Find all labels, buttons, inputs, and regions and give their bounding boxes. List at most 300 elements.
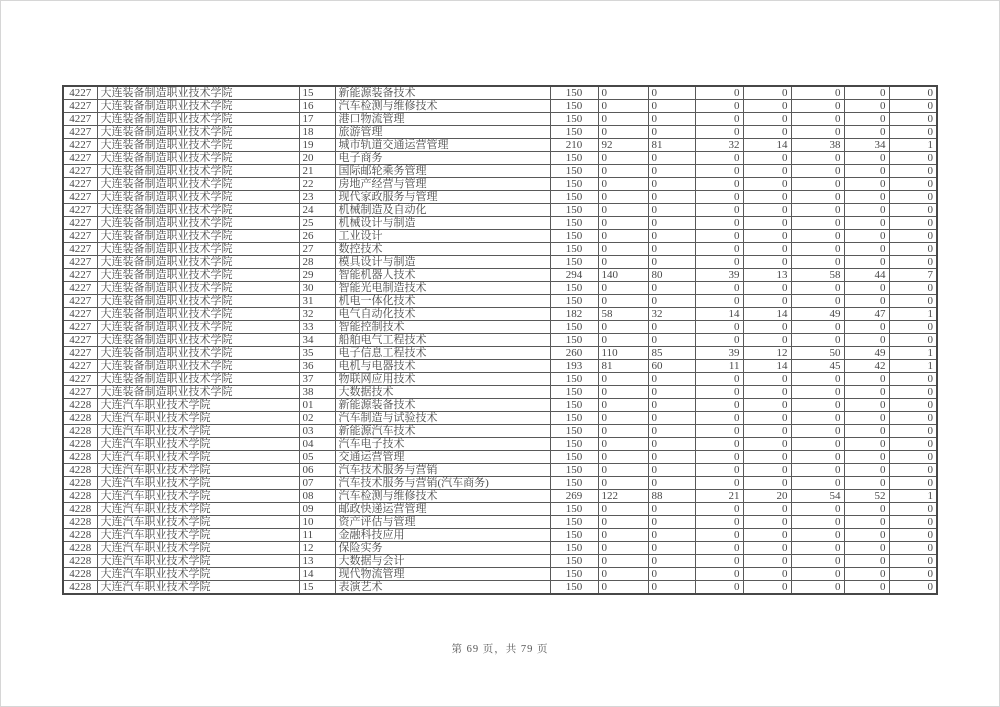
cell-major-name: 机械设计与制造 [335,217,550,230]
table-row [63,490,937,503]
cell-stat-4: 0 [743,464,791,477]
cell-plan-count: 150 [550,230,598,243]
cell-stat-1: 0 [598,256,648,269]
cell-stat-4: 14 [743,139,791,152]
cell-college-name: 大连装备制造职业技术学院 [97,191,299,204]
cell-plan-count: 150 [550,503,598,516]
cell-stat-5: 0 [791,399,844,412]
cell-stat-7: 1 [889,139,937,152]
cell-stat-5: 38 [791,139,844,152]
cell-stat-2: 0 [648,126,695,139]
cell-stat-3: 0 [695,230,743,243]
cell-stat-1: 0 [598,295,648,308]
cell-college-name: 大连汽车职业技术学院 [97,542,299,555]
cell-major-name: 智能控制技术 [335,321,550,334]
cell-plan-count: 150 [550,243,598,256]
cell-plan-count: 150 [550,568,598,581]
cell-stat-6: 0 [844,100,889,113]
cell-stat-1: 0 [598,438,648,451]
cell-college-code: 4227 [63,243,97,256]
cell-major-number: 29 [299,269,335,282]
cell-major-name: 新能源装备技术 [335,86,550,100]
cell-plan-count: 150 [550,126,598,139]
cell-stat-3: 0 [695,243,743,256]
cell-stat-4: 0 [743,542,791,555]
cell-major-name: 智能机器人技术 [335,269,550,282]
cell-stat-5: 0 [791,529,844,542]
cell-college-name: 大连汽车职业技术学院 [97,581,299,595]
cell-stat-2: 0 [648,477,695,490]
cell-stat-7: 0 [889,113,937,126]
cell-stat-2: 0 [648,321,695,334]
table-row [63,529,937,542]
cell-stat-7: 0 [889,334,937,347]
cell-stat-7: 0 [889,464,937,477]
cell-major-name: 汽车电子技术 [335,438,550,451]
table-row [63,152,937,165]
cell-stat-1: 0 [598,542,648,555]
cell-stat-7: 0 [889,321,937,334]
cell-college-code: 4227 [63,100,97,113]
cell-major-name: 邮政快递运营管理 [335,503,550,516]
cell-stat-5: 0 [791,217,844,230]
cell-stat-3: 0 [695,321,743,334]
cell-college-name: 大连装备制造职业技术学院 [97,373,299,386]
cell-stat-6: 0 [844,165,889,178]
cell-stat-6: 49 [844,347,889,360]
cell-stat-1: 0 [598,412,648,425]
cell-stat-4: 0 [743,321,791,334]
cell-stat-4: 0 [743,100,791,113]
cell-college-name: 大连汽车职业技术学院 [97,568,299,581]
cell-plan-count: 150 [550,152,598,165]
cell-college-code: 4227 [63,165,97,178]
cell-stat-1: 0 [598,113,648,126]
cell-major-name: 机电一体化技术 [335,295,550,308]
cell-stat-4: 0 [743,113,791,126]
cell-stat-2: 0 [648,451,695,464]
cell-stat-5: 0 [791,568,844,581]
cell-stat-3: 0 [695,503,743,516]
table-row [63,360,937,373]
cell-stat-2: 0 [648,581,695,595]
cell-stat-1: 0 [598,165,648,178]
cell-college-name: 大连汽车职业技术学院 [97,438,299,451]
cell-stat-6: 0 [844,464,889,477]
cell-stat-3: 0 [695,152,743,165]
cell-stat-6: 0 [844,399,889,412]
cell-stat-4: 0 [743,191,791,204]
cell-college-name: 大连装备制造职业技术学院 [97,360,299,373]
cell-college-name: 大连装备制造职业技术学院 [97,165,299,178]
cell-stat-4: 12 [743,347,791,360]
cell-stat-4: 0 [743,230,791,243]
cell-stat-6: 0 [844,256,889,269]
cell-stat-5: 0 [791,204,844,217]
cell-college-code: 4228 [63,399,97,412]
cell-stat-1: 0 [598,581,648,595]
cell-stat-5: 0 [791,412,844,425]
cell-major-number: 32 [299,308,335,321]
cell-stat-4: 14 [743,360,791,373]
cell-stat-6: 0 [844,373,889,386]
cell-stat-4: 0 [743,529,791,542]
cell-stat-5: 54 [791,490,844,503]
cell-major-name: 汽车技术服务与营销(汽车商务) [335,477,550,490]
cell-major-name: 船舶电气工程技术 [335,334,550,347]
table-row [63,412,937,425]
cell-stat-4: 0 [743,373,791,386]
cell-stat-7: 0 [889,282,937,295]
admission-plan-table [62,85,938,595]
cell-plan-count: 150 [550,86,598,100]
cell-plan-count: 193 [550,360,598,373]
cell-college-name: 大连汽车职业技术学院 [97,490,299,503]
table-row [63,425,937,438]
cell-plan-count: 294 [550,269,598,282]
cell-stat-4: 0 [743,178,791,191]
cell-stat-7: 1 [889,347,937,360]
cell-stat-5: 0 [791,243,844,256]
cell-college-code: 4228 [63,516,97,529]
table-row [63,165,937,178]
cell-plan-count: 150 [550,451,598,464]
cell-college-name: 大连汽车职业技术学院 [97,399,299,412]
cell-stat-5: 0 [791,282,844,295]
cell-major-number: 06 [299,464,335,477]
cell-stat-3: 39 [695,347,743,360]
cell-college-name: 大连装备制造职业技术学院 [97,243,299,256]
cell-major-name: 新能源装备技术 [335,399,550,412]
cell-major-name: 港口物流管理 [335,113,550,126]
cell-stat-1: 0 [598,399,648,412]
cell-major-number: 16 [299,100,335,113]
cell-stat-3: 14 [695,308,743,321]
cell-plan-count: 260 [550,347,598,360]
cell-stat-6: 0 [844,217,889,230]
table-row [63,100,937,113]
cell-stat-4: 20 [743,490,791,503]
cell-stat-4: 0 [743,165,791,178]
cell-stat-1: 58 [598,308,648,321]
cell-college-name: 大连装备制造职业技术学院 [97,282,299,295]
cell-stat-6: 0 [844,295,889,308]
cell-stat-2: 0 [648,152,695,165]
cell-stat-1: 0 [598,503,648,516]
cell-major-name: 国际邮轮乘务管理 [335,165,550,178]
cell-stat-2: 88 [648,490,695,503]
cell-stat-4: 0 [743,581,791,595]
cell-stat-7: 0 [889,529,937,542]
cell-major-name: 数控技术 [335,243,550,256]
cell-major-name: 现代家政服务与管理 [335,191,550,204]
cell-stat-3: 0 [695,386,743,399]
cell-stat-5: 0 [791,503,844,516]
cell-college-code: 4227 [63,256,97,269]
table-row [63,321,937,334]
cell-stat-3: 0 [695,425,743,438]
cell-stat-3: 32 [695,139,743,152]
cell-plan-count: 150 [550,425,598,438]
table-row [63,269,937,282]
cell-college-name: 大连装备制造职业技术学院 [97,256,299,269]
cell-plan-count: 150 [550,412,598,425]
cell-college-name: 大连汽车职业技术学院 [97,451,299,464]
cell-major-number: 09 [299,503,335,516]
cell-stat-4: 14 [743,308,791,321]
cell-stat-3: 0 [695,373,743,386]
cell-stat-1: 122 [598,490,648,503]
cell-college-name: 大连装备制造职业技术学院 [97,334,299,347]
cell-stat-2: 32 [648,308,695,321]
cell-plan-count: 150 [550,256,598,269]
cell-major-name: 新能源汽车技术 [335,425,550,438]
cell-stat-5: 58 [791,269,844,282]
cell-college-name: 大连装备制造职业技术学院 [97,204,299,217]
cell-college-name: 大连装备制造职业技术学院 [97,321,299,334]
cell-stat-2: 0 [648,295,695,308]
cell-plan-count: 150 [550,386,598,399]
table-row [63,451,937,464]
cell-stat-2: 0 [648,165,695,178]
cell-stat-7: 0 [889,516,937,529]
cell-major-name: 汽车检测与维修技术 [335,490,550,503]
cell-major-number: 15 [299,86,335,100]
cell-college-name: 大连装备制造职业技术学院 [97,113,299,126]
cell-stat-2: 0 [648,516,695,529]
cell-plan-count: 150 [550,438,598,451]
cell-college-code: 4227 [63,321,97,334]
cell-plan-count: 182 [550,308,598,321]
cell-stat-2: 0 [648,503,695,516]
table-row [63,542,937,555]
cell-stat-5: 0 [791,295,844,308]
cell-stat-4: 0 [743,425,791,438]
cell-major-number: 08 [299,490,335,503]
cell-stat-2: 0 [648,529,695,542]
cell-stat-3: 0 [695,256,743,269]
cell-college-code: 4228 [63,555,97,568]
cell-plan-count: 150 [550,282,598,295]
cell-stat-3: 0 [695,191,743,204]
cell-stat-6: 0 [844,191,889,204]
cell-plan-count: 150 [550,204,598,217]
cell-college-name: 大连装备制造职业技术学院 [97,86,299,100]
cell-stat-6: 0 [844,386,889,399]
cell-major-name: 电气自动化技术 [335,308,550,321]
cell-plan-count: 150 [550,217,598,230]
cell-major-number: 22 [299,178,335,191]
cell-stat-4: 0 [743,243,791,256]
cell-stat-7: 0 [889,386,937,399]
cell-plan-count: 150 [550,581,598,595]
cell-stat-3: 0 [695,204,743,217]
table-row [63,464,937,477]
cell-stat-4: 0 [743,126,791,139]
cell-stat-7: 0 [889,126,937,139]
cell-major-number: 33 [299,321,335,334]
cell-major-name: 金融科技应用 [335,529,550,542]
cell-stat-6: 0 [844,152,889,165]
cell-stat-3: 21 [695,490,743,503]
cell-stat-6: 0 [844,334,889,347]
cell-college-name: 大连汽车职业技术学院 [97,555,299,568]
cell-stat-5: 0 [791,321,844,334]
cell-stat-2: 0 [648,568,695,581]
cell-college-name: 大连汽车职业技术学院 [97,425,299,438]
cell-stat-5: 49 [791,308,844,321]
cell-stat-4: 0 [743,204,791,217]
cell-stat-6: 0 [844,86,889,100]
cell-college-code: 4227 [63,334,97,347]
cell-stat-7: 0 [889,568,937,581]
cell-major-name: 保险实务 [335,542,550,555]
cell-college-name: 大连汽车职业技术学院 [97,412,299,425]
cell-stat-4: 13 [743,269,791,282]
cell-major-number: 24 [299,204,335,217]
cell-major-name: 大数据技术 [335,386,550,399]
cell-stat-5: 0 [791,86,844,100]
cell-stat-4: 0 [743,86,791,100]
cell-stat-1: 81 [598,360,648,373]
cell-college-name: 大连装备制造职业技术学院 [97,269,299,282]
cell-stat-5: 0 [791,165,844,178]
cell-major-name: 模具设计与制造 [335,256,550,269]
cell-stat-3: 0 [695,295,743,308]
cell-stat-7: 0 [889,217,937,230]
cell-plan-count: 150 [550,321,598,334]
table-row [63,113,937,126]
cell-college-code: 4227 [63,113,97,126]
cell-stat-1: 0 [598,178,648,191]
cell-plan-count: 150 [550,295,598,308]
cell-stat-6: 0 [844,412,889,425]
cell-stat-3: 0 [695,412,743,425]
cell-stat-2: 0 [648,86,695,100]
table-body [63,86,937,594]
cell-stat-2: 0 [648,412,695,425]
cell-major-number: 02 [299,412,335,425]
cell-stat-4: 0 [743,386,791,399]
cell-major-name: 旅游管理 [335,126,550,139]
table-row [63,217,937,230]
cell-major-name: 交通运营管理 [335,451,550,464]
table-row [63,178,937,191]
cell-stat-3: 0 [695,282,743,295]
cell-stat-6: 0 [844,438,889,451]
cell-major-number: 15 [299,581,335,595]
table-row [63,516,937,529]
cell-stat-2: 0 [648,217,695,230]
cell-major-name: 房地产经营与管理 [335,178,550,191]
cell-stat-7: 0 [889,425,937,438]
cell-stat-7: 0 [889,191,937,204]
cell-stat-6: 0 [844,126,889,139]
cell-stat-6: 0 [844,425,889,438]
cell-major-number: 18 [299,126,335,139]
cell-stat-4: 0 [743,399,791,412]
cell-stat-5: 0 [791,581,844,595]
cell-stat-7: 0 [889,373,937,386]
cell-major-name: 汽车制造与试验技术 [335,412,550,425]
table-row [63,282,937,295]
cell-college-code: 4227 [63,347,97,360]
cell-stat-7: 0 [889,438,937,451]
cell-college-code: 4227 [63,269,97,282]
cell-stat-4: 0 [743,334,791,347]
cell-stat-6: 0 [844,113,889,126]
cell-stat-6: 0 [844,230,889,243]
cell-stat-4: 0 [743,256,791,269]
cell-stat-4: 0 [743,503,791,516]
cell-stat-5: 0 [791,555,844,568]
cell-college-code: 4228 [63,451,97,464]
cell-stat-3: 0 [695,165,743,178]
cell-plan-count: 150 [550,191,598,204]
cell-college-code: 4227 [63,295,97,308]
cell-stat-1: 0 [598,230,648,243]
cell-plan-count: 150 [550,477,598,490]
cell-plan-count: 269 [550,490,598,503]
cell-stat-5: 0 [791,373,844,386]
cell-stat-2: 0 [648,334,695,347]
cell-stat-2: 60 [648,360,695,373]
cell-stat-5: 0 [791,425,844,438]
cell-stat-7: 0 [889,477,937,490]
table-row [63,256,937,269]
cell-stat-7: 0 [889,555,937,568]
cell-college-name: 大连装备制造职业技术学院 [97,152,299,165]
cell-major-number: 31 [299,295,335,308]
table-row [63,191,937,204]
cell-stat-2: 81 [648,139,695,152]
cell-stat-2: 0 [648,100,695,113]
cell-major-number: 03 [299,425,335,438]
cell-plan-count: 150 [550,542,598,555]
cell-stat-7: 7 [889,269,937,282]
cell-stat-1: 0 [598,568,648,581]
cell-college-name: 大连汽车职业技术学院 [97,529,299,542]
cell-stat-5: 0 [791,438,844,451]
cell-stat-3: 0 [695,178,743,191]
cell-major-name: 电机与电器技术 [335,360,550,373]
cell-major-number: 12 [299,542,335,555]
cell-college-name: 大连汽车职业技术学院 [97,477,299,490]
cell-major-number: 37 [299,373,335,386]
cell-stat-1: 0 [598,86,648,100]
table-row [63,386,937,399]
cell-stat-7: 1 [889,308,937,321]
cell-college-name: 大连装备制造职业技术学院 [97,139,299,152]
cell-plan-count: 210 [550,139,598,152]
cell-major-number: 14 [299,568,335,581]
cell-stat-3: 0 [695,581,743,595]
table-row [63,295,937,308]
table-row [63,555,937,568]
table-row [63,503,937,516]
cell-college-name: 大连装备制造职业技术学院 [97,230,299,243]
cell-college-code: 4228 [63,542,97,555]
cell-stat-3: 0 [695,529,743,542]
cell-major-name: 智能光电制造技术 [335,282,550,295]
cell-stat-3: 0 [695,126,743,139]
cell-stat-1: 0 [598,282,648,295]
cell-major-name: 物联网应用技术 [335,373,550,386]
cell-major-number: 19 [299,139,335,152]
cell-major-name: 汽车技术服务与营销 [335,464,550,477]
cell-stat-5: 0 [791,256,844,269]
cell-major-number: 04 [299,438,335,451]
